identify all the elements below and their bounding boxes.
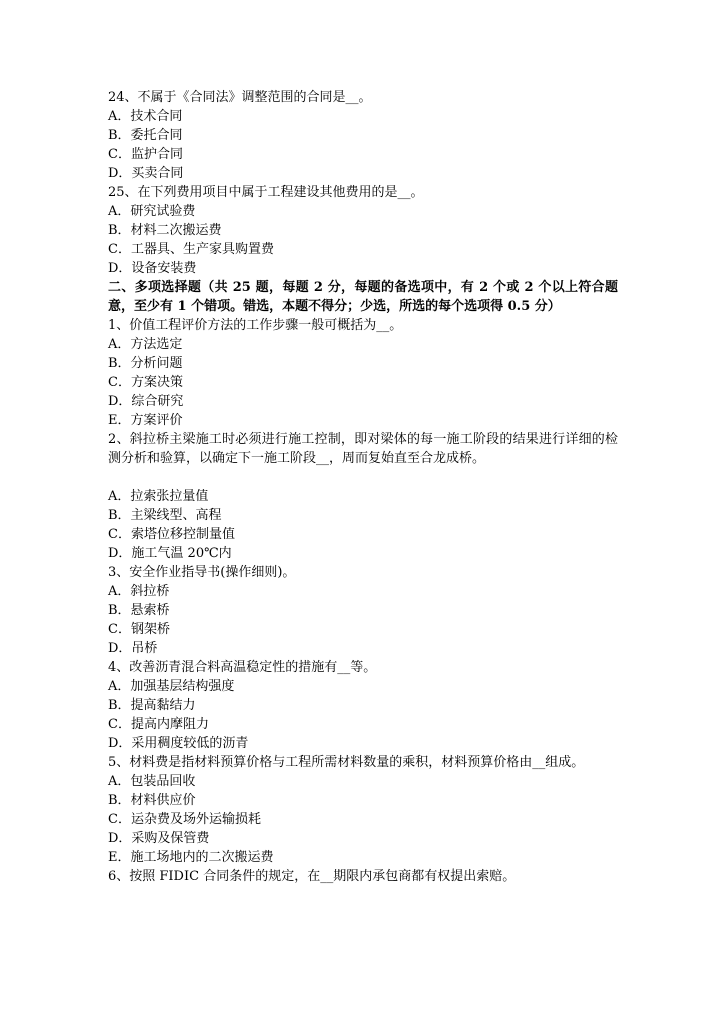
answer-option: C．工器具、生产家具购置费 <box>108 242 274 257</box>
answer-option: D．综合研究 <box>108 394 184 409</box>
section-heading: 二、多项选择题（共 25 题，每题 2 分，每题的备选项中，有 2 个或 2 个以上符合题意，至少有 1 个错项。错选，本题不得分；少选，所选的每个选项得 0.5 分） <box>108 280 618 314</box>
answer-option: A．方法选定 <box>108 337 183 352</box>
answer-option: D．吊桥 <box>108 641 158 656</box>
answer-option: C．钢架桥 <box>108 622 170 637</box>
answer-option: B．分析问题 <box>108 356 183 371</box>
answer-option: B．悬索桥 <box>108 603 170 618</box>
answer-option: D．设备安装费 <box>108 261 197 276</box>
answer-option: D．采用稠度较低的沥青 <box>108 736 249 751</box>
question-stem: 24、不属于《合同法》调整范围的合同是__。 <box>108 90 372 105</box>
answer-option: C．监护合同 <box>108 147 183 162</box>
answer-option: B．材料供应价 <box>108 793 196 808</box>
question-stem: 1、价值工程评价方法的工作步骤一般可概括为__。 <box>108 318 403 333</box>
question-stem: 4、改善沥青混合料高温稳定性的措施有__等。 <box>108 660 377 675</box>
answer-option: B．材料二次搬运费 <box>108 223 222 238</box>
question-stem: 6、按照 FIDIC 合同条件的规定，在__期限内承包商都有权提出索赔。 <box>108 869 516 884</box>
question-stem: 5、材料费是指材料预算价格与工程所需材料数量的乘积，材料预算价格由__组成。 <box>108 755 585 770</box>
answer-option: A．加强基层结构强度 <box>108 679 235 694</box>
answer-option: E．施工场地内的二次搬运费 <box>108 850 274 865</box>
answer-option: A．包装品回收 <box>108 774 196 789</box>
answer-option: D．施工气温 20℃内 <box>108 546 232 561</box>
blank-line <box>108 468 618 487</box>
question-stem: 25、在下列费用项目中属于工程建设其他费用的是__。 <box>108 185 424 200</box>
answer-option: B．委托合同 <box>108 128 183 143</box>
question-stem: 3、安全作业指导书(操作细则)。 <box>108 565 296 580</box>
answer-option: D．买卖合同 <box>108 166 184 181</box>
exam-content <box>108 88 618 886</box>
answer-option: C．索塔位移控制量值 <box>108 527 235 542</box>
answer-option: A．技术合同 <box>108 109 183 124</box>
answer-option: B．主梁线型、高程 <box>108 508 222 523</box>
question-stem: 2、斜拉桥主梁施工时必须进行施工控制，即对梁体的每一施工阶段的结果进行详细的检测分析和验算，以确定下一施工阶段__，周而复始直至合龙成桥。 <box>108 432 618 466</box>
answer-option: A．斜拉桥 <box>108 584 170 599</box>
answer-option: C．提高内摩阻力 <box>108 717 209 732</box>
answer-option: B．提高黏结力 <box>108 698 196 713</box>
answer-option: D．采购及保管费 <box>108 831 210 846</box>
answer-option: A．研究试验费 <box>108 204 196 219</box>
answer-option: C．方案决策 <box>108 375 183 390</box>
answer-option: C．运杂费及场外运输损耗 <box>108 812 261 827</box>
answer-option: A．拉索张拉量值 <box>108 489 209 504</box>
answer-option: E．方案评价 <box>108 413 183 428</box>
